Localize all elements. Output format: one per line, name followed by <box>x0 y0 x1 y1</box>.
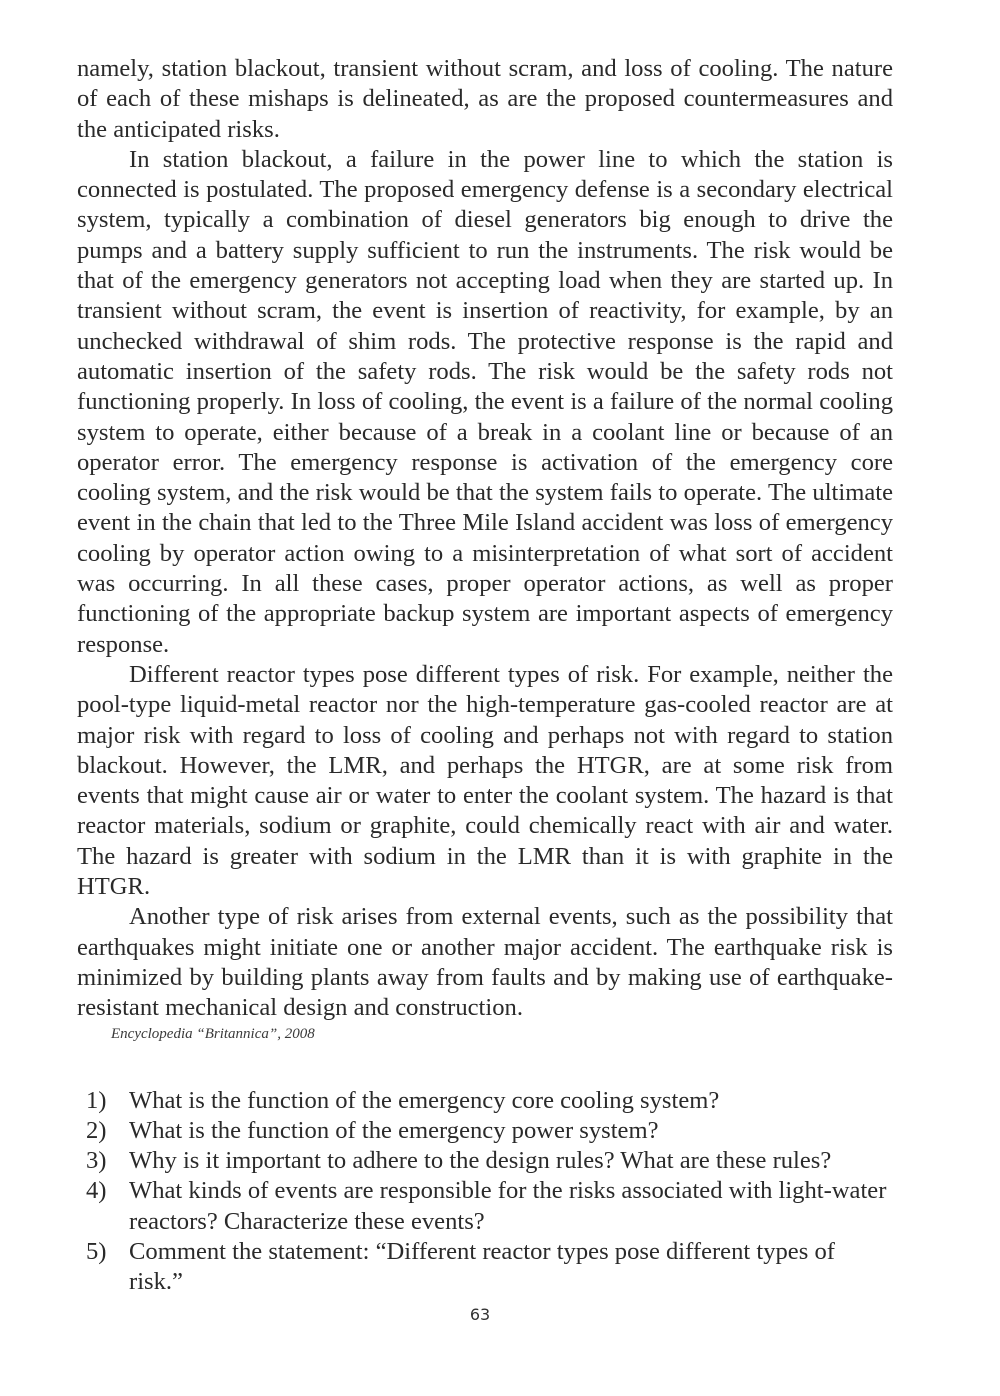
question-number: 2) <box>86 1116 107 1144</box>
question-text: What is the function of the emergency power system? <box>129 1116 659 1144</box>
citation: Encyclopedia “Britannica”, 2008 <box>111 1025 315 1042</box>
paragraph-reactor-types: Different reactor types pose different types of risk. For example, neither the pool-type liquid-metal reactor nor the high-temperature gas-cooled reactor are at major risk with regard to loss of cooling and perhaps not with regard to station blackout. However, the LMR, and perhaps the HTGR, are at some risk from events that might cause air or water to enter the coolant system. The hazard is that reactor materials, sodium or graphite, could chemically react with air and water. The hazard is greater with sodium in the LMR than it is with graphite in the HTGR. <box>77 660 893 901</box>
question-item <box>77 1116 893 1146</box>
question-item <box>77 1237 893 1298</box>
paragraph-intro-continuation: namely, station blackout, transient without scram, and loss of cooling. The nature of each of these mishaps is delineated, as are the proposed countermeasures and the anticipated risks. <box>77 55 893 143</box>
paragraph-accident-types: In station blackout, a failure in the power line to which the station is connected is postulated. The proposed emergency defense is a secondary electrical system, typically a combination of diesel generators big enough to drive the pumps and a battery supply sufficient to run the instruments. The risk would be that of the emergency generators not accepting load when they are started up. In transient without scram, the event is insertion of reactivity, for example, by an unchecked withdrawal of shim rods. The protective response is the rapid and automatic insertion of the safety rods. The risk would be the safety rods not functioning properly. In loss of cooling, the event is a failure of the normal cooling system to operate, either because of a break in a coolant line or because of an operator error. The emergency response is activation of the emergency core cooling system, and the risk would be that the system fails to operate. The ultimate event in the chain that led to the Three Mile Island accident was loss of emergency cooling by operator action owing to a misinterpretation of what sort of accident was occurring. In all these cases, proper operator actions, as well as proper functioning of the appropriate backup system are important aspects of emergency response. <box>77 145 893 658</box>
question-number: 4) <box>86 1177 107 1205</box>
paragraph-external-events: Another type of risk arises from external events, such as the possibility that earthquakes might initiate one or another major accident. The earthquake risk is minimized by building plants away from faults and by making use of earthquake-resistant mechanical design and construction. <box>77 903 893 1022</box>
question-item <box>77 1086 893 1116</box>
question-text: Why is it important to adhere to the design rules? What are these rules? <box>129 1147 832 1175</box>
question-item <box>77 1176 893 1237</box>
question-number: 1) <box>86 1086 107 1114</box>
question-item <box>77 1146 893 1176</box>
question-text: What kinds of events are responsible for the risks associated with light-water reactors? Characterize these events? <box>129 1177 887 1235</box>
question-text: What is the function of the emergency core cooling system? <box>129 1086 720 1114</box>
questions-list <box>77 1086 893 1298</box>
page-body <box>77 54 893 1298</box>
question-text: Comment the statement: “Different reactor types pose different types of risk.” <box>129 1237 835 1296</box>
page-number: 63 <box>469 1305 491 1324</box>
question-number: 3) <box>86 1147 107 1175</box>
question-number: 5) <box>86 1237 107 1265</box>
